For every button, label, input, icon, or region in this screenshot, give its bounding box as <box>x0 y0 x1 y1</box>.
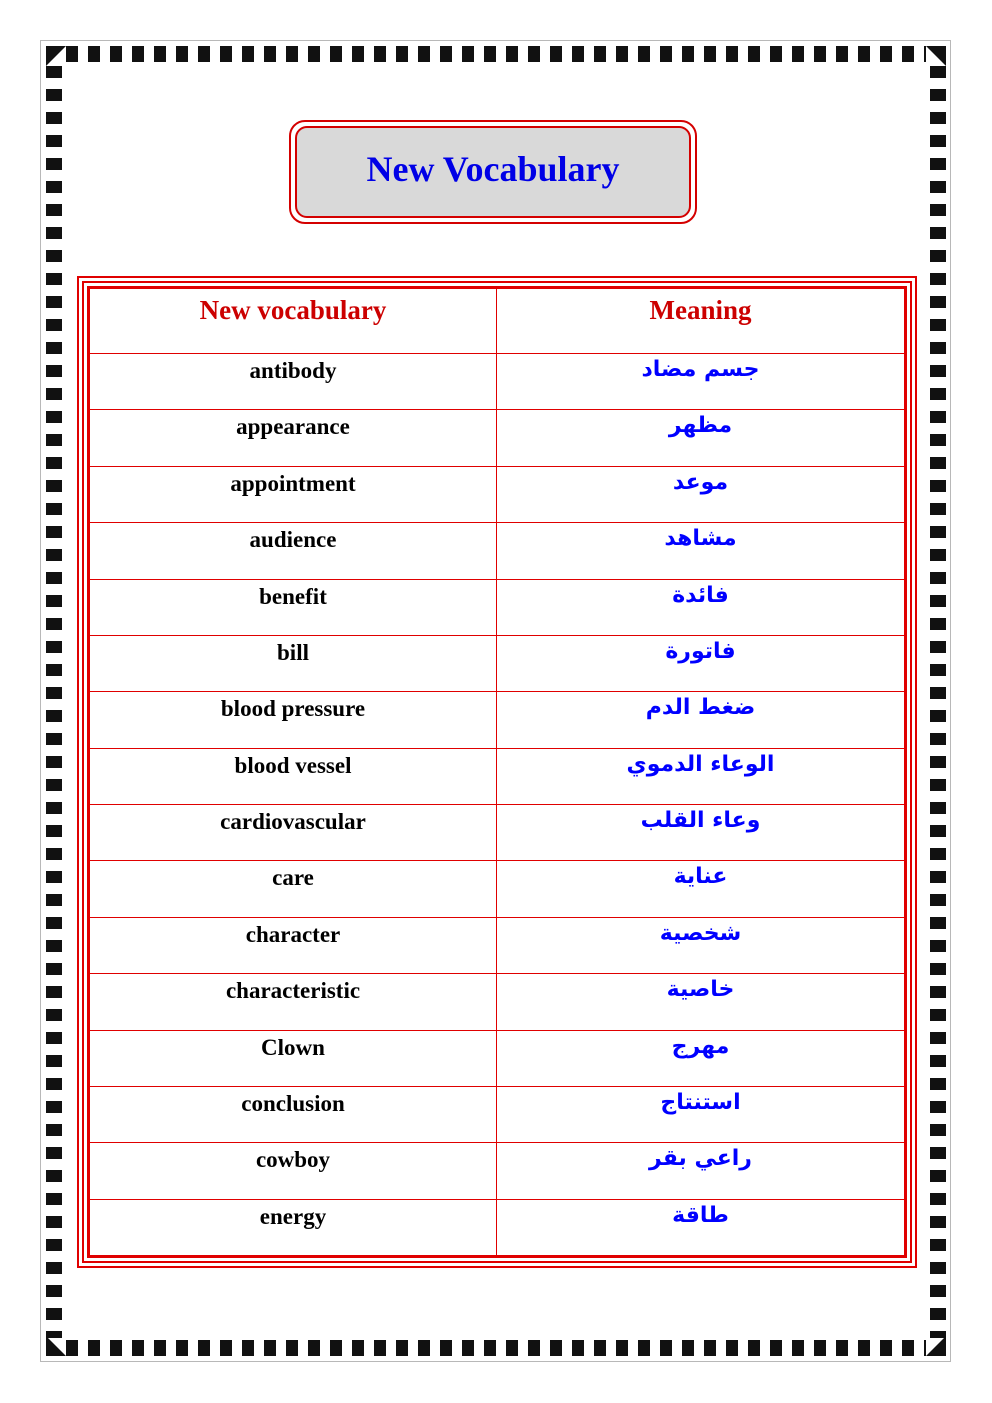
table-row <box>90 1030 905 1086</box>
vocabulary-word: characteristic <box>90 974 497 1030</box>
vocabulary-meaning: مظهر <box>497 410 905 466</box>
title-inner <box>295 126 691 218</box>
table-row <box>90 410 905 466</box>
decorative-border-bottom <box>66 1340 926 1356</box>
vocabulary-word: bill <box>90 635 497 691</box>
vocabulary-word: antibody <box>90 354 497 410</box>
table-row <box>90 354 905 410</box>
vocabulary-word: character <box>90 917 497 973</box>
table-row <box>90 1143 905 1199</box>
table-row <box>90 1199 905 1255</box>
title-box <box>289 120 697 224</box>
vocabulary-meaning: خاصية <box>497 974 905 1030</box>
vocabulary-meaning: جسم مضاد <box>497 354 905 410</box>
table-row <box>90 805 905 861</box>
vocabulary-word: Clown <box>90 1030 497 1086</box>
vocabulary-table <box>89 288 905 1256</box>
vocabulary-meaning: فائدة <box>497 579 905 635</box>
vocabulary-meaning: استنتاج <box>497 1086 905 1142</box>
header-new-vocabulary: New vocabulary <box>90 289 497 354</box>
vocabulary-table-frame <box>77 276 917 1268</box>
vocabulary-meaning: طاقة <box>497 1199 905 1255</box>
vocabulary-word: appointment <box>90 466 497 522</box>
table-row <box>90 1086 905 1142</box>
vocabulary-word: benefit <box>90 579 497 635</box>
table-row <box>90 523 905 579</box>
vocabulary-meaning: راعي بقر <box>497 1143 905 1199</box>
vocabulary-meaning: عناية <box>497 861 905 917</box>
table-row <box>90 917 905 973</box>
table-row <box>90 692 905 748</box>
vocabulary-word: care <box>90 861 497 917</box>
vocabulary-word: cowboy <box>90 1143 497 1199</box>
vocabulary-word: cardiovascular <box>90 805 497 861</box>
table-row <box>90 974 905 1030</box>
vocabulary-meaning: وعاء القلب <box>497 805 905 861</box>
table-row <box>90 748 905 804</box>
table-row <box>90 861 905 917</box>
table-row <box>90 635 905 691</box>
table-row <box>90 579 905 635</box>
decorative-border-left <box>46 66 62 1338</box>
vocabulary-meaning: ضغط الدم <box>497 692 905 748</box>
header-meaning: Meaning <box>497 289 905 354</box>
vocabulary-meaning: شخصية <box>497 917 905 973</box>
vocabulary-word: appearance <box>90 410 497 466</box>
decorative-border-right <box>930 66 946 1338</box>
vocabulary-meaning: مشاهد <box>497 523 905 579</box>
page-title: New Vocabulary <box>366 149 620 189</box>
vocabulary-meaning: فاتورة <box>497 635 905 691</box>
vocabulary-meaning: مهرج <box>497 1030 905 1086</box>
vocabulary-word: conclusion <box>90 1086 497 1142</box>
decorative-border-top <box>66 46 926 62</box>
vocabulary-word: blood vessel <box>90 748 497 804</box>
vocabulary-word: blood pressure <box>90 692 497 748</box>
vocabulary-word: energy <box>90 1199 497 1255</box>
vocabulary-meaning: موعد <box>497 466 905 522</box>
vocabulary-meaning: الوعاء الدموي <box>497 748 905 804</box>
table-header-row <box>90 289 905 354</box>
table-row <box>90 466 905 522</box>
vocabulary-word: audience <box>90 523 497 579</box>
